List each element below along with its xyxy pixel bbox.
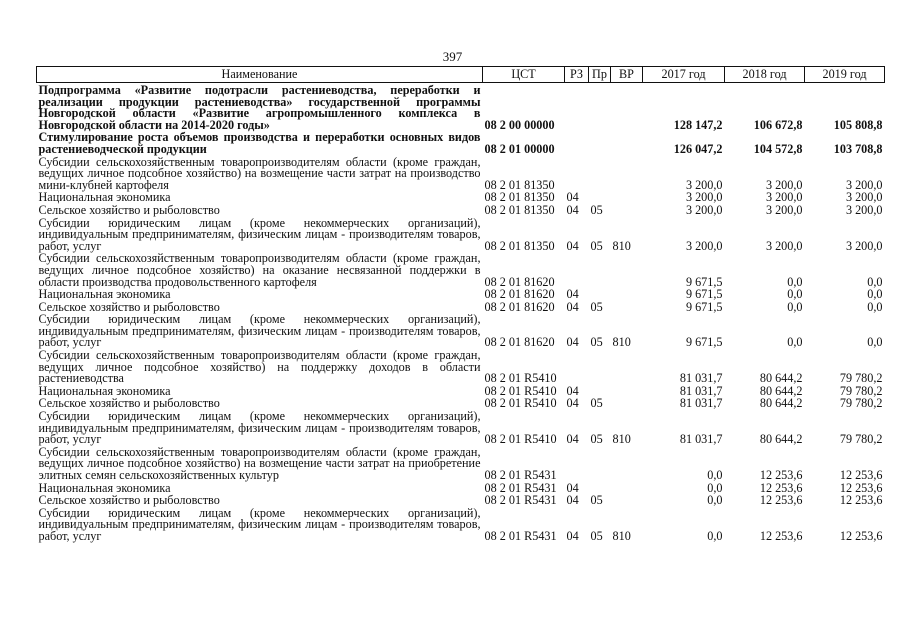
cell-rz: 04 xyxy=(566,299,579,314)
table-row xyxy=(37,507,885,543)
cell-2017: 128 147,2 xyxy=(673,117,723,132)
cell-pr: 05 xyxy=(590,528,603,543)
cell-vr xyxy=(611,83,643,132)
cell-pr xyxy=(589,446,611,482)
cell-name: Сельское хозяйство и рыболовство xyxy=(38,202,220,217)
cell-cst: 08 2 01 R5410 xyxy=(484,396,557,411)
header-vr: ВР xyxy=(611,67,643,83)
header-2019: 2019 год xyxy=(805,67,885,83)
cell-2018: 3 200,0 xyxy=(765,177,803,192)
cell-cst: 08 2 01 R5410 xyxy=(484,383,557,398)
cell-vr: 810 xyxy=(612,238,631,253)
cell-pr: 05 xyxy=(590,238,603,253)
cell-pr: 05 xyxy=(590,202,603,217)
cell-rz xyxy=(565,252,589,288)
header-2018: 2018 год xyxy=(725,67,805,83)
cell-2018: 0,0 xyxy=(787,299,803,314)
table-row xyxy=(37,217,885,253)
cell-2018: 3 200,0 xyxy=(765,190,803,205)
cell-2019: 79 780,2 xyxy=(839,383,883,398)
cell-2017: 0,0 xyxy=(707,480,723,495)
table-row xyxy=(37,446,885,482)
cell-name: Субсидии юридическим лицам (кроме некоммерческих организаций), индивидуальным предпринимателям, физическим лицам - производителям товаров, работ, услуг xyxy=(38,215,481,253)
cell-name: Субсидии сельскохозяйственным товаропроизводителям области (кроме граждан, ведущих личное подсобное хозяйство) на оказание несвязанной поддержки в области производства продовольственного картофеля xyxy=(38,251,481,289)
cell-rz xyxy=(565,446,589,482)
cell-2018: 106 672,8 xyxy=(753,117,803,132)
cell-cst: 08 2 01 81620 xyxy=(484,274,555,289)
cell-2019: 79 780,2 xyxy=(839,371,883,386)
cell-cst: 08 2 01 81620 xyxy=(484,299,555,314)
cell-rz xyxy=(565,349,589,385)
cell-2017: 81 031,7 xyxy=(679,383,723,398)
cell-cst: 08 2 01 R5431 xyxy=(484,468,557,482)
table-row xyxy=(37,288,885,301)
header-name: Наименование xyxy=(37,67,483,83)
cell-rz: 04 xyxy=(566,396,579,411)
cell-rz xyxy=(565,156,589,192)
cell-2018: 3 200,0 xyxy=(765,238,803,253)
cell-cst: 08 2 01 R5410 xyxy=(484,371,557,386)
cell-name: Подпрограмма «Развитие подотрасли растениеводства, переработки и реализации продукции растениеводства» государственной программы Новгородской области «Развитие агропромышленного комплекса в Новгородской области на 2014-2020 годы» xyxy=(38,83,481,132)
cell-vr xyxy=(611,131,643,155)
cell-2018: 0,0 xyxy=(787,274,803,289)
cell-2017: 3 200,0 xyxy=(685,202,723,217)
cell-name: Субсидии сельскохозяйственным товаропроизводителям области (кроме граждан, ведущих личное подсобное хозяйство) на возмещение части затрат на производство мини-клубней картофеля xyxy=(38,154,481,192)
cell-name: Национальная экономика xyxy=(38,383,171,398)
cell-pr: 05 xyxy=(590,432,603,447)
cell-rz: 04 xyxy=(566,238,579,253)
cell-2019: 79 780,2 xyxy=(839,396,883,411)
cell-vr xyxy=(611,494,643,507)
cell-2019: 12 253,6 xyxy=(839,493,883,508)
header-cst: ЦСТ xyxy=(483,67,565,83)
cell-2017: 9 671,5 xyxy=(685,299,723,314)
cell-2018: 12 253,6 xyxy=(759,468,803,482)
cell-cst: 08 2 01 81350 xyxy=(484,177,555,192)
header-pr: Пр xyxy=(589,67,611,83)
cell-name: Субсидии юридическим лицам (кроме некоммерческих организаций), индивидуальным предпринимателям, физическим лицам - производителям товаров, работ, услуг xyxy=(38,505,481,543)
cell-2017: 0,0 xyxy=(707,528,723,543)
table-row xyxy=(37,83,885,132)
budget-table xyxy=(36,66,885,543)
cell-2017: 81 031,7 xyxy=(679,371,723,386)
cell-pr: 05 xyxy=(590,396,603,411)
cell-vr xyxy=(611,397,643,410)
cell-rz: 04 xyxy=(566,432,579,447)
cell-pr: 05 xyxy=(590,335,603,350)
header-2017: 2017 год xyxy=(643,67,725,83)
table-row xyxy=(37,204,885,217)
cell-pr xyxy=(589,131,611,155)
table-body xyxy=(37,83,885,543)
cell-cst: 08 2 01 81350 xyxy=(484,190,555,205)
cell-2018: 12 253,6 xyxy=(759,528,803,543)
cell-pr: 05 xyxy=(590,493,603,508)
cell-2018: 0,0 xyxy=(787,335,803,350)
cell-2018: 80 644,2 xyxy=(759,396,803,411)
cell-2017: 0,0 xyxy=(707,468,723,482)
cell-vr: 810 xyxy=(612,528,631,543)
cell-vr xyxy=(611,156,643,192)
cell-2019: 12 253,6 xyxy=(839,468,883,482)
cell-rz xyxy=(565,83,589,132)
cell-vr: 810 xyxy=(612,432,631,447)
cell-2019: 0,0 xyxy=(867,287,883,302)
cell-pr xyxy=(589,156,611,192)
cell-2019: 0,0 xyxy=(867,335,883,350)
cell-pr xyxy=(589,83,611,132)
cell-name: Сельское хозяйство и рыболовство xyxy=(38,493,220,508)
table-row xyxy=(37,313,885,349)
cell-vr xyxy=(611,288,643,301)
cell-pr xyxy=(589,252,611,288)
cell-2019: 0,0 xyxy=(867,299,883,314)
cell-vr xyxy=(611,482,643,495)
cell-2017: 9 671,5 xyxy=(685,335,723,350)
cell-vr xyxy=(611,301,643,314)
cell-rz: 04 xyxy=(566,383,579,398)
cell-2019: 12 253,6 xyxy=(839,528,883,543)
cell-2019: 3 200,0 xyxy=(845,190,883,205)
cell-cst: 08 2 01 R5431 xyxy=(484,493,557,508)
cell-2018: 104 572,8 xyxy=(753,141,803,156)
cell-rz: 04 xyxy=(566,480,579,495)
cell-vr xyxy=(611,252,643,288)
table-row xyxy=(37,252,885,288)
cell-2018: 80 644,2 xyxy=(759,371,803,386)
cell-2019: 3 200,0 xyxy=(845,238,883,253)
cell-cst: 08 2 01 R5431 xyxy=(484,528,557,543)
cell-vr xyxy=(611,385,643,398)
cell-2019: 103 708,8 xyxy=(833,141,883,156)
cell-rz: 04 xyxy=(566,190,579,205)
cell-vr xyxy=(611,446,643,482)
cell-pr xyxy=(589,349,611,385)
cell-rz: 04 xyxy=(566,287,579,302)
cell-rz xyxy=(565,131,589,155)
cell-name: Стимулирование роста объемов производства и переработки основных видов растениеводческой продукции xyxy=(38,130,481,156)
cell-name: Национальная экономика xyxy=(38,190,171,205)
cell-vr: 810 xyxy=(612,335,631,350)
cell-2018: 3 200,0 xyxy=(765,202,803,217)
cell-pr xyxy=(589,288,611,301)
cell-2017: 81 031,7 xyxy=(679,396,723,411)
cell-2019: 105 808,8 xyxy=(833,117,883,132)
cell-name: Субсидии сельскохозяйственным товаропроизводителям области (кроме граждан, ведущих личное подсобное хозяйство) на возмещение части затрат на приобретение элитных семян сельскохозяйственных культур xyxy=(38,444,481,482)
table-row xyxy=(37,494,885,507)
cell-2019: 0,0 xyxy=(867,274,883,289)
cell-name: Сельское хозяйство и рыболовство xyxy=(38,396,220,411)
cell-cst: 08 2 01 R5431 xyxy=(484,480,557,495)
cell-2018: 80 644,2 xyxy=(759,383,803,398)
cell-cst: 08 2 01 81350 xyxy=(484,202,555,217)
cell-cst: 08 2 00 00000 xyxy=(484,117,555,132)
cell-vr xyxy=(611,191,643,204)
cell-name: Субсидии сельскохозяйственным товаропроизводителям области (кроме граждан, ведущих личное подсобное хозяйство) на поддержку доходов в области растениеводства xyxy=(38,348,481,386)
cell-rz: 04 xyxy=(566,493,579,508)
cell-vr xyxy=(611,204,643,217)
table-row xyxy=(37,349,885,385)
header-rz: РЗ xyxy=(565,67,589,83)
cell-2017: 126 047,2 xyxy=(673,141,723,156)
cell-cst: 08 2 01 81350 xyxy=(484,238,555,253)
cell-name: Сельское хозяйство и рыболовство xyxy=(38,299,220,314)
table-header xyxy=(37,67,885,83)
cell-cst: 08 2 01 00000 xyxy=(484,141,555,156)
cell-cst: 08 2 01 81620 xyxy=(484,287,555,302)
cell-2019: 3 200,0 xyxy=(845,202,883,217)
cell-2018: 0,0 xyxy=(787,287,803,302)
cell-cst: 08 2 01 81620 xyxy=(484,335,555,350)
cell-cst: 08 2 01 R5410 xyxy=(484,432,557,447)
cell-2017: 3 200,0 xyxy=(685,177,723,192)
cell-2019: 79 780,2 xyxy=(839,432,883,447)
table-row xyxy=(37,131,885,155)
cell-2019: 3 200,0 xyxy=(845,177,883,192)
cell-name: Национальная экономика xyxy=(38,287,171,302)
cell-name: Субсидии юридическим лицам (кроме некоммерческих организаций), индивидуальным предпринимателям, физическим лицам - производителям товаров, работ, услуг xyxy=(38,409,481,447)
table-row xyxy=(37,156,885,192)
cell-2019: 12 253,6 xyxy=(839,480,883,495)
cell-name: Субсидии юридическим лицам (кроме некоммерческих организаций), индивидуальным предпринимателям, физическим лицам - производителям товаров, работ, услуг xyxy=(38,312,481,350)
cell-vr xyxy=(611,349,643,385)
cell-rz: 04 xyxy=(566,528,579,543)
cell-2017: 3 200,0 xyxy=(685,238,723,253)
table-row xyxy=(37,410,885,446)
cell-2018: 12 253,6 xyxy=(759,480,803,495)
cell-2017: 9 671,5 xyxy=(685,274,723,289)
cell-2017: 3 200,0 xyxy=(685,190,723,205)
cell-2018: 80 644,2 xyxy=(759,432,803,447)
page-number: 397 xyxy=(442,49,463,64)
cell-rz: 04 xyxy=(566,335,579,350)
cell-2017: 0,0 xyxy=(707,493,723,508)
cell-2017: 81 031,7 xyxy=(679,432,723,447)
cell-2017: 9 671,5 xyxy=(685,287,723,302)
cell-rz: 04 xyxy=(566,202,579,217)
cell-2018: 12 253,6 xyxy=(759,493,803,508)
cell-pr: 05 xyxy=(590,299,603,314)
cell-name: Национальная экономика xyxy=(38,480,171,495)
